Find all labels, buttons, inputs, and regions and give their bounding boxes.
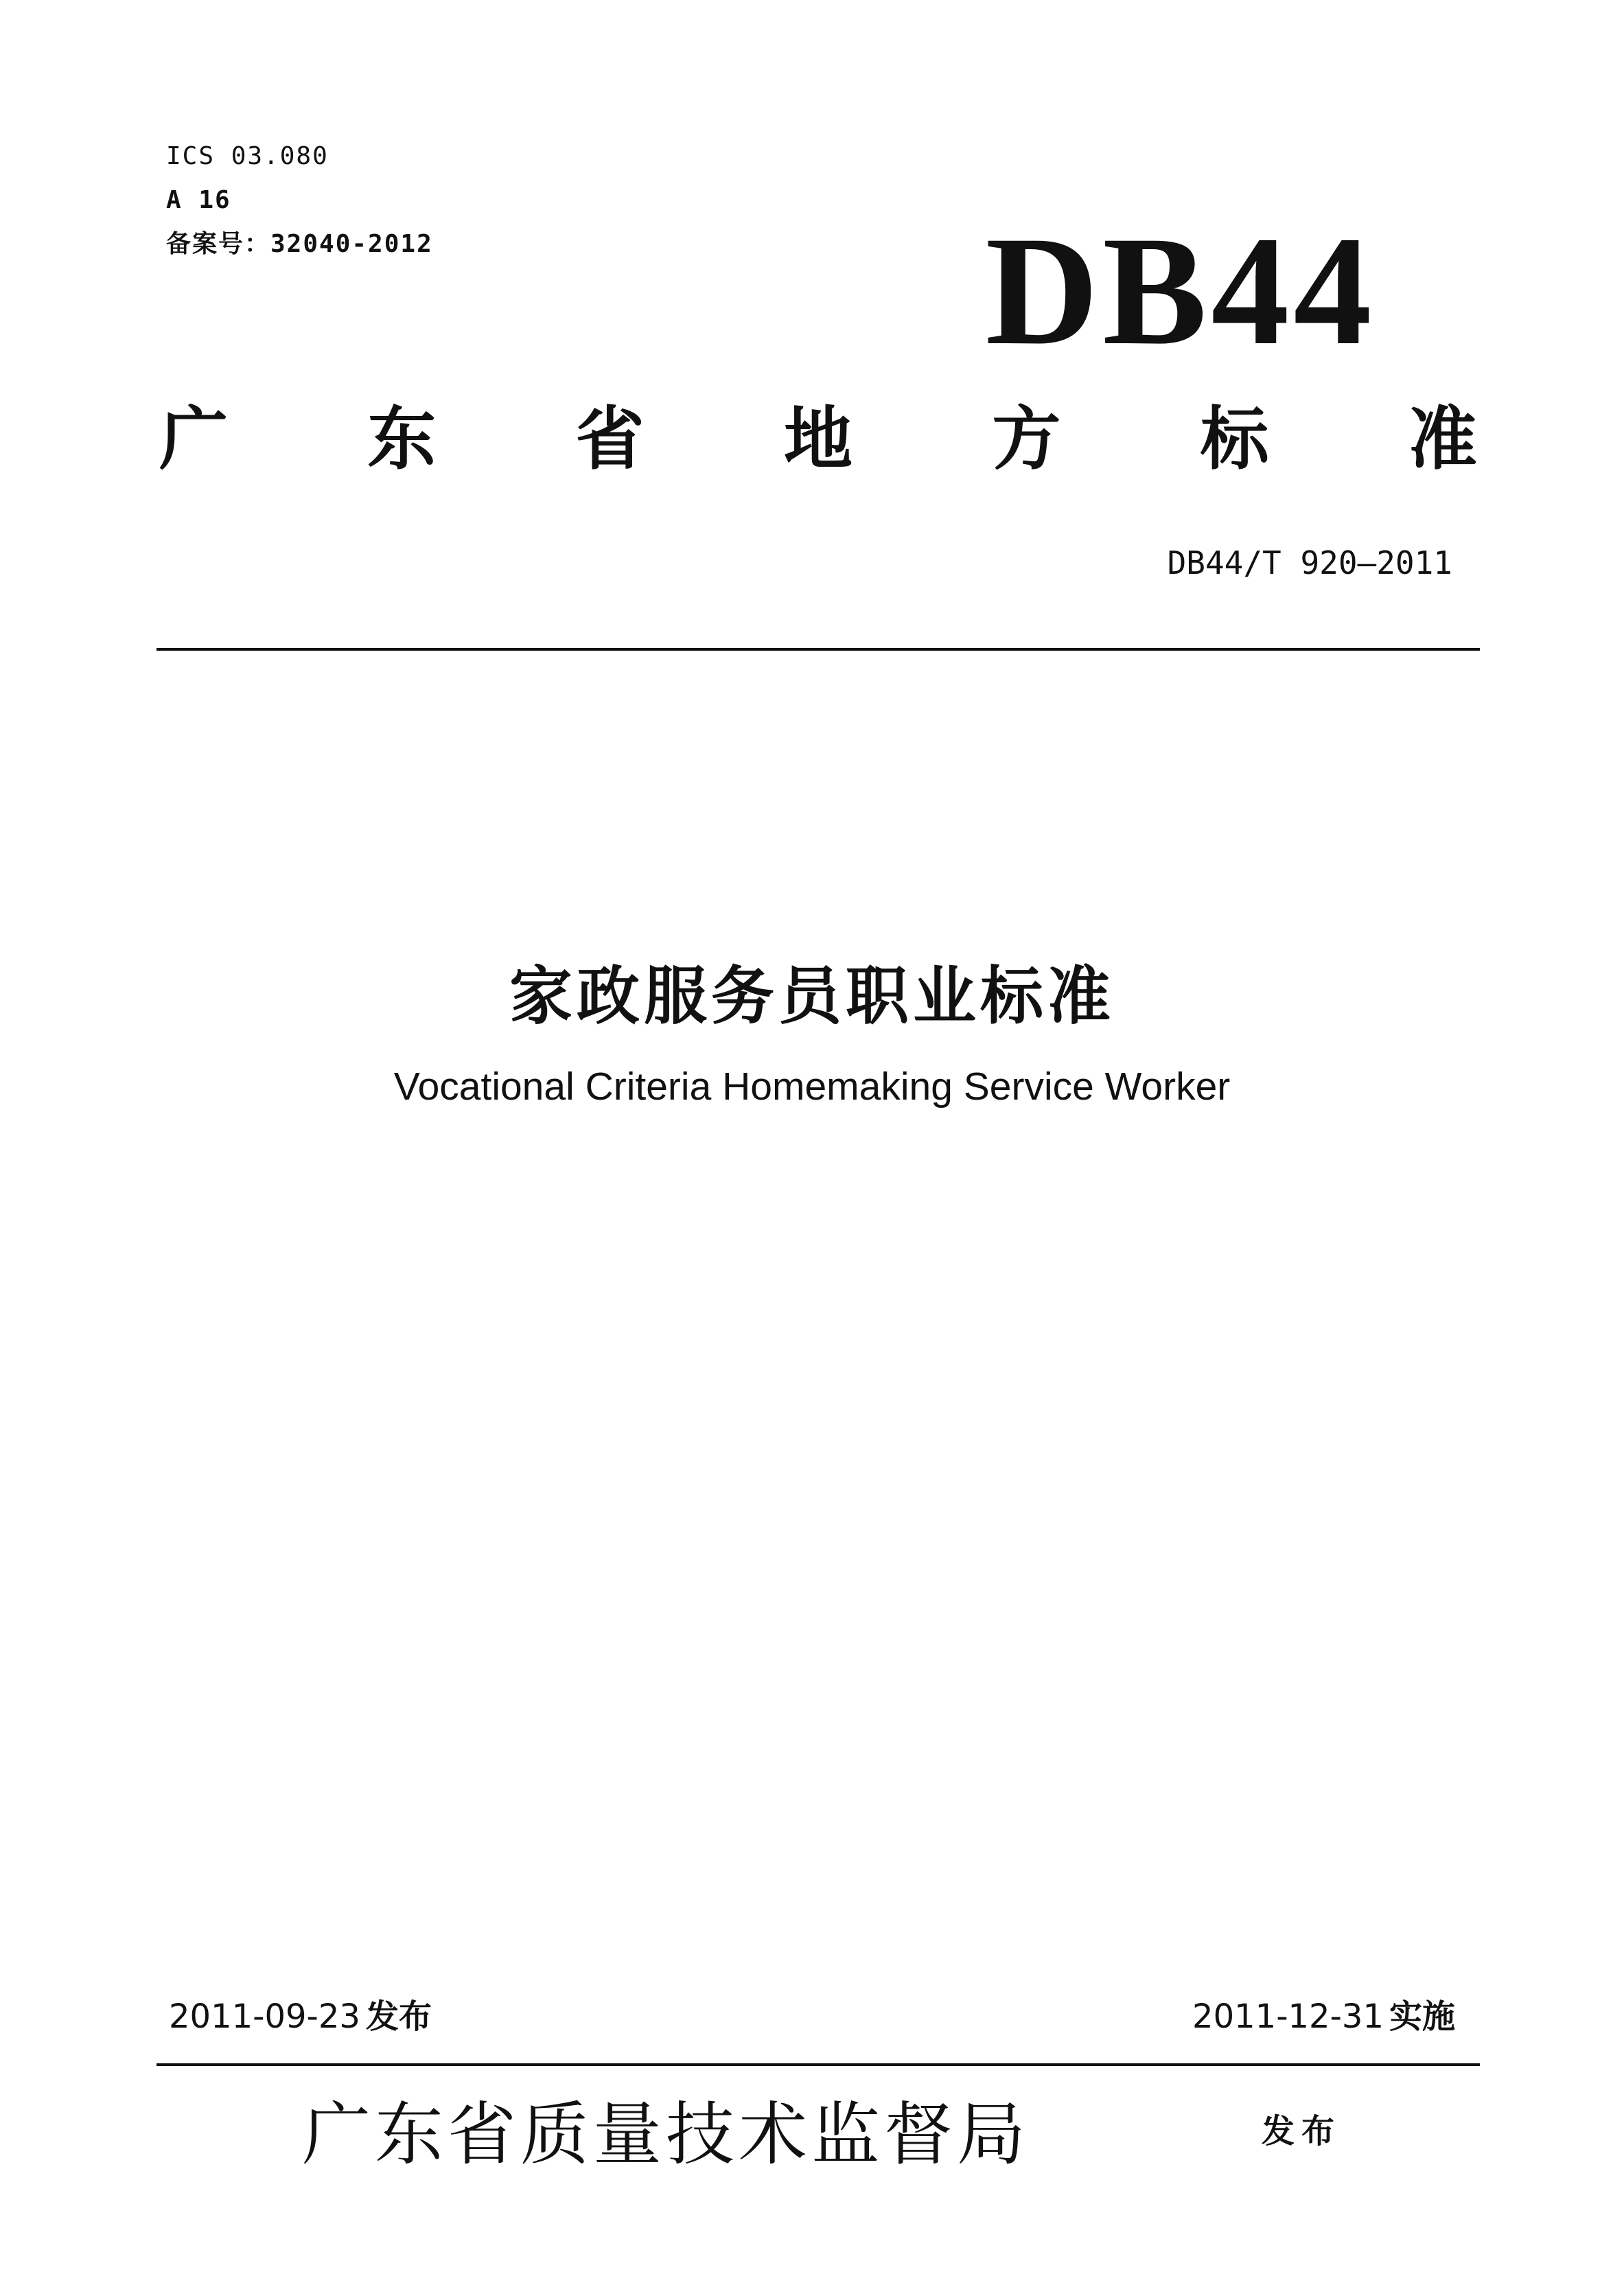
standard-type-char: 准 bbox=[1408, 399, 1477, 479]
standard-type-char: 地 bbox=[783, 399, 852, 479]
filing-number: 备案号：32040-2012 bbox=[166, 230, 433, 258]
publisher-name: 广东省质量技术监督局 bbox=[302, 2094, 1030, 2175]
standard-type-char: 方 bbox=[992, 399, 1061, 479]
standard-code-logo: DB44 bbox=[985, 205, 1376, 378]
document-title-cn: 家政服务员职业标准 bbox=[509, 960, 1115, 1033]
bottom-divider bbox=[156, 2063, 1480, 2066]
effective-date: 2011-12-31 bbox=[1192, 1997, 1384, 2036]
effective-label: 实施 bbox=[1389, 1997, 1455, 2036]
standard-number: DB44/T 920—2011 bbox=[1167, 544, 1452, 581]
standard-type-char: 广 bbox=[159, 399, 228, 479]
issue-date: 2011-09-23 bbox=[169, 1997, 360, 2036]
issue-label: 发布 bbox=[365, 1997, 432, 2036]
ics-code: ICS 03.080 bbox=[166, 142, 329, 170]
standard-type-char: 省 bbox=[575, 399, 645, 479]
top-divider bbox=[156, 648, 1480, 651]
publisher-action: 发布 bbox=[1262, 2112, 1342, 2150]
standard-type-heading bbox=[159, 395, 1477, 484]
ccs-code: A 16 bbox=[166, 186, 231, 214]
standard-type-char: 东 bbox=[367, 399, 437, 479]
effective-date-line bbox=[1192, 1996, 1455, 2037]
standard-type-char: 标 bbox=[1200, 399, 1269, 479]
document-title-en: Vocational Criteria Homemaking Service Worker bbox=[393, 1065, 1231, 1109]
issue-date-line bbox=[169, 1996, 432, 2037]
